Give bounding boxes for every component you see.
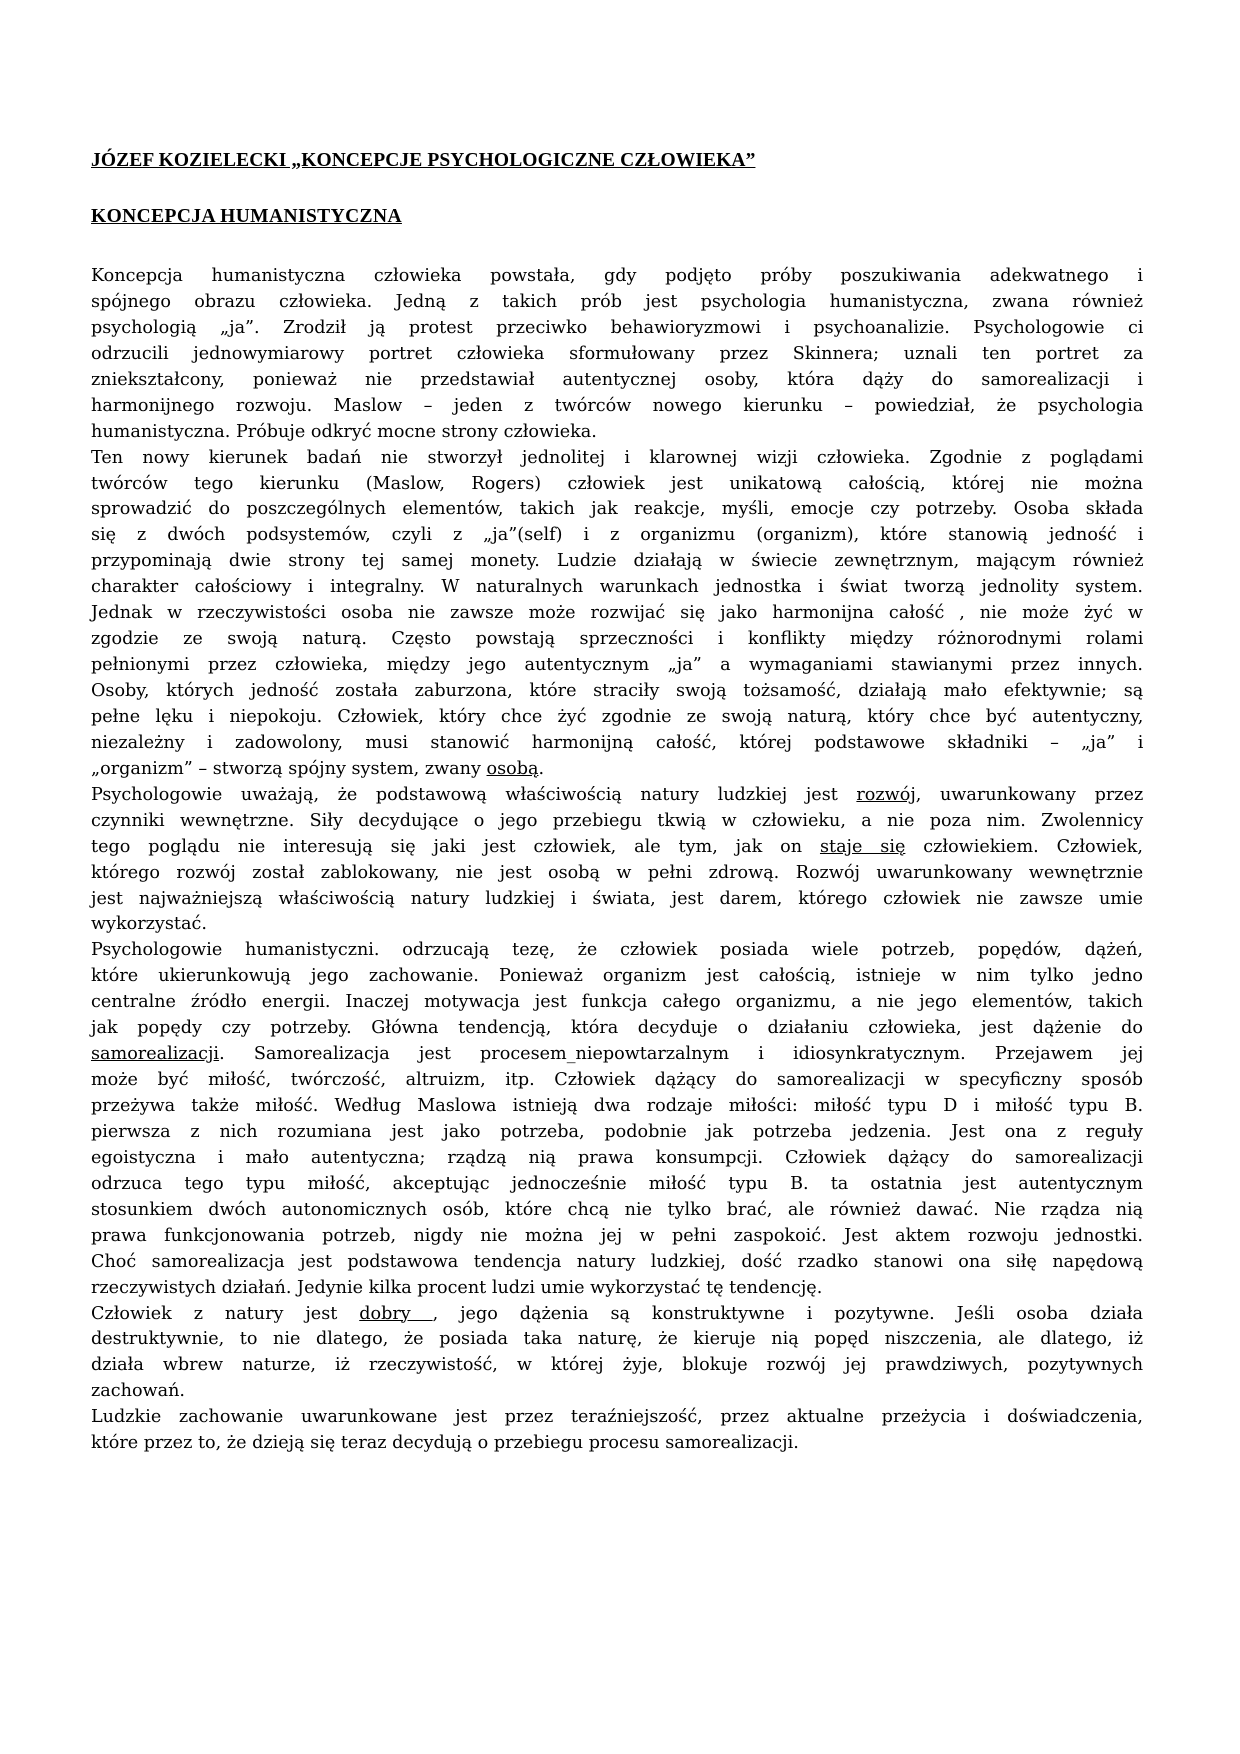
text-line: prawa funkcjonowania potrzeb, nigdy nie można jej w pełni zaspokoić. Jest aktem rozwoju jednostki. xyxy=(91,1225,1143,1246)
underlined-term-staje-sie: staje się xyxy=(819,836,906,857)
text-run: człowiekiem. Człowiek, xyxy=(905,836,1143,857)
text-line: Choć samorealizacja jest podstawowa tendencja natury ludzkiej, dość rzadko stanowi ona siłę napędową xyxy=(91,1251,1144,1272)
text-line: pełnionymi przez człowieka, między jego autentycznym „ja” a wymaganiami stawianymi przez innych. xyxy=(91,655,1143,676)
text-line: Koncepcja humanistyczna człowieka powstała, gdy podjęto próby poszukiwania adekwatnego i xyxy=(91,266,1143,286)
text-line xyxy=(91,835,1143,861)
underlined-term-dobry: dobry xyxy=(359,1303,433,1324)
text-line xyxy=(91,1302,1143,1328)
text-line: spójnego obrazu człowieka. Jedną z takich prób jest psychologia humanistyczna, zwana również xyxy=(91,291,1143,312)
text-line: niezależny i zadowolony, musi stanowić harmonijną całość, której podstawowe składniki – „ja” i xyxy=(91,732,1144,753)
underlined-term-rozwoj: rozwój xyxy=(856,784,916,805)
text-line: przeżywa także miłość. Według Maslowa istnieją dwa rodzaje miłości: miłość typu D i miłość typu B. xyxy=(91,1096,1144,1116)
text-line: stosunkiem dwóch autonomicznych osób, które chcą nie tylko brać, ale również dawać. Nie rządza nią xyxy=(91,1199,1144,1220)
section-heading: KONCEPCJA HUMANISTYCZNA xyxy=(91,206,402,227)
text-line: psychologią „ja”. Zrodził ją protest przeciwko behawioryzmowi i psychoanalizie. Psychologowie ci xyxy=(91,317,1144,338)
text-line: jak popędy czy potrzeby. Główna tendencją, która decyduje o działaniu człowieka, jest dążenie do xyxy=(91,1018,1143,1039)
text-run: Człowiek z natury jest xyxy=(91,1303,360,1324)
text-line: charakter całościowy i integralny. W naturalnych warunkach jednostka i świat tworzą jednolity system. xyxy=(91,577,1143,598)
text-line: odrzuca tego typu miłość, akceptując jednocześnie miłość typu B. ta ostatnia jest autentycznym xyxy=(91,1173,1143,1194)
text-line: pełne lęku i niepokoju. Człowiek, który chce żyć zgodnie ze swoją naturą, który chce być autentyczny, xyxy=(91,706,1144,727)
text-line: pierwsza z nich rozumiana jest jako potrzeba, podobnie jak potrzeba jedzenia. Jest ona z reguły xyxy=(91,1121,1143,1142)
text-line: które przez to, że dzieją się teraz decydują o przebiegu procesu samorealizacji. xyxy=(91,1433,799,1454)
underlined-term-osoba: osobą xyxy=(486,758,539,779)
text-line: Psychologowie humanistyczni. odrzucają tezę, że człowiek posiada wiele potrzeb, popędów, dążeń, xyxy=(91,940,1143,961)
text-line: czynniki wewnętrzne. Siły decydujące o jego przebiegu tkwią w człowieku, a nie poza nim. Zwolennicy xyxy=(91,810,1144,831)
text-line: zniekształcony, ponieważ nie przedstawiał autentycznej osoby, która dąży do samorealizacji i xyxy=(91,369,1143,390)
text-line: Ludzkie zachowanie uwarunkowane jest przez teraźniejszość, przez aktualne przeżycia i doświadczenia, xyxy=(91,1407,1143,1428)
text-line xyxy=(91,1042,1143,1068)
text-run: . xyxy=(538,758,545,779)
text-line: rzeczywistych działań. Jedynie kilka procent ludzi umie wykorzystać tę tendencję. xyxy=(91,1277,823,1298)
underlined-term-samorealizacji: samorealizacji xyxy=(91,1044,220,1065)
text-line: którego rozwój został zablokowany, nie jest osobą w pełni zdrową. Rozwój uwarunkowany wewnętrznie xyxy=(91,862,1144,883)
document-body xyxy=(91,264,1143,1457)
text-line: sprowadzić do poszczególnych elementów, takich jak reakcje, myśli, emocje czy potrzeby. Osoba składa xyxy=(91,499,1144,520)
text-line xyxy=(91,783,1143,809)
text-run: „organizm” – stworzą spójny system, zwany xyxy=(91,758,487,779)
text-line: egoistyczna i mało autentyczna; rządzą nią prawa konsumpcji. Człowiek dążący do samorealizacji xyxy=(91,1147,1143,1168)
text-line: harmonijnego rozwoju. Maslow – jeden z twórców nowego kierunku – powiedział, że psychologia xyxy=(91,395,1144,416)
text-line: twórców tego kierunku (Maslow, Rogers) człowiek jest unikatową całością, której nie można xyxy=(91,473,1143,494)
text-line: centralne źródło energii. Inaczej motywacja jest funkcja całego organizmu, a nie jego elementów, takich xyxy=(91,992,1143,1013)
text-line: Osoby, których jedność została zaburzona, które straciły swoją tożsamość, działają mało efektywnie; są xyxy=(91,681,1144,701)
document-title: JÓZEF KOZIELECKI „KONCEPCJE PSYCHOLOGICZNE CZŁOWIEKA” xyxy=(91,150,756,171)
text-run: , jego dążenia są konstruktywne i pozytywne. Jeśli osoba działa xyxy=(432,1303,1143,1324)
text-line: które ukierunkowują jego zachowanie. Ponieważ organizm jest całością, istnieje w nim tylko jedno xyxy=(91,966,1143,987)
text-run: , uwarunkowany przez xyxy=(915,784,1144,805)
text-line xyxy=(91,757,1143,783)
text-line: się z dwóch podsystemów, czyli z „ja”(self) i z organizmu (organizm), które stanowią jedność i xyxy=(91,525,1144,546)
text-line: humanistyczna. Próbuje odkryć mocne strony człowieka. xyxy=(91,421,597,442)
text-line: przypominają dwie strony tej samej monety. Ludzie działają w świecie zewnętrznym, mającym również xyxy=(91,551,1144,572)
text-line: działa wbrew naturze, iż rzeczywistość, w której żyje, blokuje rozwój jej prawdziwych, pozytywnych xyxy=(91,1355,1144,1376)
text-line: zgodzie ze swoją naturą. Często powstają sprzeczności i konflikty między różnorodnymi rolami xyxy=(91,629,1144,650)
text-line: destruktywnie, to nie dlatego, że posiada taka naturę, że kieruje nią popęd niszczenia, ale dlatego, iż xyxy=(91,1329,1144,1350)
text-line: może być miłość, twórczość, altruizm, itp. Człowiek dążący do samorealizacji w specyficzny sposób xyxy=(91,1070,1143,1091)
text-run: Psychologowie uważają, że podstawową właściwością natury ludzkiej jest xyxy=(91,784,857,805)
text-line: Jednak w rzeczywistości osoba nie zawsze może rozwijać się jako harmonijna całość , nie może żyć w xyxy=(91,603,1143,624)
text-run: tego poglądu nie interesują się jaki jest człowiek, ale tym, jak on xyxy=(91,836,820,857)
text-line: odrzucili jednowymiarowy portret człowieka sformułowany przez Skinnera; uznali ten portret za xyxy=(91,343,1144,364)
text-line: Ten nowy kierunek badań nie stworzył jednolitej i klarownej wizji człowieka. Zgodnie z poglądami xyxy=(91,447,1144,468)
text-line: wykorzystać. xyxy=(91,914,207,935)
text-line: jest najważniejszą właściwością natury ludzkiej i świata, jest darem, którego człowiek nie zawsze umie xyxy=(91,888,1143,909)
text-run: . Samorealizacja jest procesem_niepowtarzalnym i idiosynkratycznym. Przejawem jej xyxy=(219,1044,1144,1065)
text-line: zachowań. xyxy=(91,1381,186,1402)
